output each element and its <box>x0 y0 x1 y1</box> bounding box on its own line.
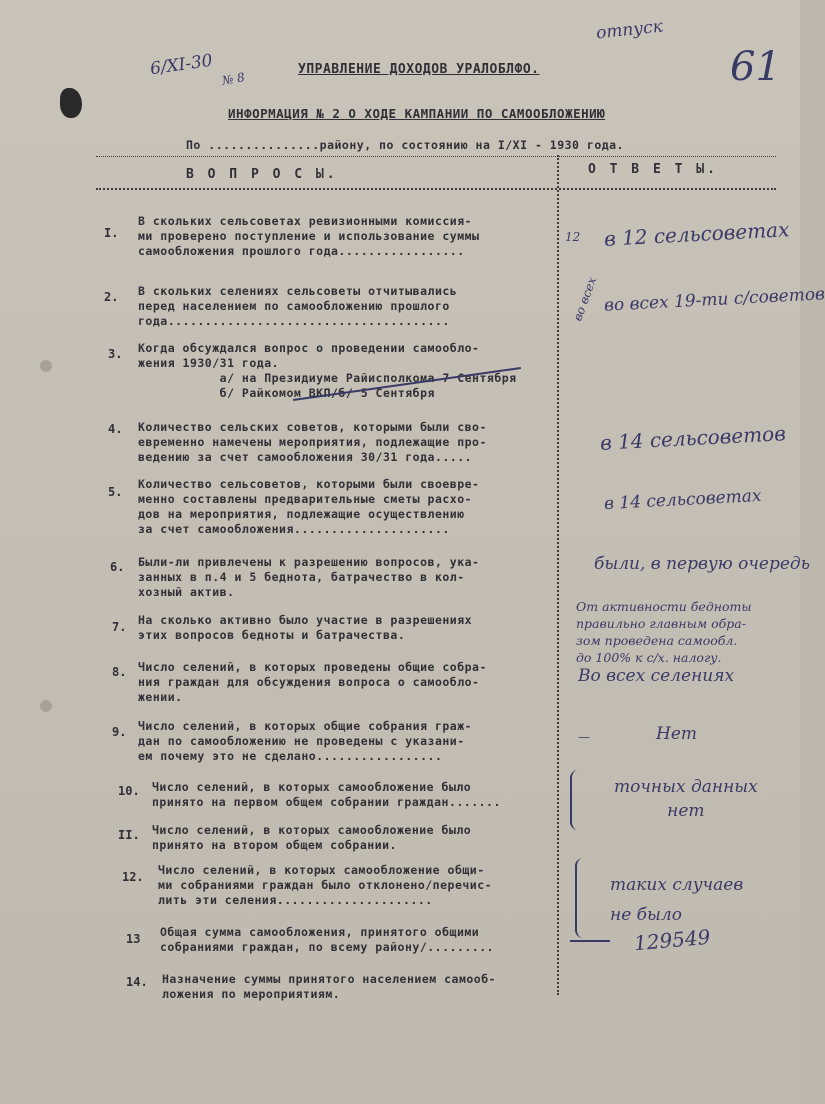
answer-8: Во всех селениях <box>578 666 735 686</box>
answer-2: во всех 19-ти с/советов <box>603 284 825 316</box>
punch-hole <box>40 700 52 712</box>
answer-4: в 14 сельсоветов <box>599 421 787 455</box>
document-title: ИНФОРМАЦИЯ № 2 О ХОДЕ КАМПАНИИ ПО САМООБЛОЖЕНИЮ <box>228 106 606 121</box>
column-divider <box>557 155 559 995</box>
header-rule-top <box>96 156 776 157</box>
question-text-14: Назначение суммы принятого населением самооб- ложения по мероприятиям. <box>162 972 497 1001</box>
question-number-2: 2. <box>104 290 119 304</box>
question-number-5: 5. <box>108 485 123 499</box>
punch-hole <box>40 360 52 372</box>
page-number: 61 <box>730 44 781 90</box>
question-number-1: I. <box>104 226 119 240</box>
answer-brace <box>575 858 585 938</box>
question-text-7: На сколько активно было участие в разрешениях этих вопросов бедноты и батрачества. <box>138 613 473 642</box>
header-rule-bottom <box>96 188 776 190</box>
question-text-3: Когда обсуждался вопрос о проведении самообло- жения 1930/31 года. а/ на Президиуме Райисполкома 7 Сентября б/ Райкомом ВКП/б/ 5 Сентября <box>138 341 517 400</box>
question-number-8: 8. <box>112 665 127 679</box>
question-number-13: 13 <box>126 932 141 946</box>
question-text-12: Число селений, в которых самообложение общи- ми собраниями граждан было отклонено/перечис- лить эти селения..................... <box>158 863 493 907</box>
margin-note-q1: 12 <box>565 230 581 244</box>
question-number-10: 10. <box>118 784 140 798</box>
column-header-questions: В О П Р О С Ы. <box>186 167 338 182</box>
ink-blot <box>60 88 82 118</box>
answer-1: в 12 сельсоветах <box>603 217 790 251</box>
question-text-13: Общая сумма самообложения, принятого общими собраниями граждан, по всему району/......... <box>160 925 495 954</box>
question-number-3: 3. <box>108 347 123 361</box>
question-number-11: II. <box>118 828 140 842</box>
answer-7: От активности бедноты правильно главным обра- зом проведена самообл. до 100% к с/х. налогу. <box>576 599 752 665</box>
subtitle-prefix: По <box>186 138 201 152</box>
question-number-7: 7. <box>112 620 127 634</box>
answer-12: таких случаев не было <box>610 875 744 925</box>
question-text-4: Количество сельских советов, которыми были сво- евременно намечены мероприятия, подлежащие про- ведению за счет самообложения 30/31 года..... <box>138 420 487 464</box>
answer-13: 129549 <box>633 924 712 956</box>
question-text-1: В скольких сельсоветах ревизионными комиссия- ми проверено поступление и использование суммы самообложения прошлого года................. <box>138 214 480 258</box>
question-number-9: 9. <box>112 725 127 739</box>
subtitle-rest: району, по состоянию на I/XI - 1930 года. <box>319 138 625 152</box>
answer-brace <box>570 770 580 830</box>
question-text-10: Число селений, в которых самообложение было принято на первом общем собрании граждан....... <box>152 780 501 809</box>
question-text-11: Число селений, в которых самообложение было принято на втором общем собрании. <box>152 823 472 852</box>
subtitle <box>186 138 624 153</box>
margin-note-q9: — <box>578 730 590 744</box>
question-number-12: 12. <box>122 870 144 884</box>
handwritten-dash <box>570 940 610 942</box>
margin-note-q2: во всех <box>570 275 600 323</box>
answer-9: Нет <box>656 724 698 744</box>
answer-5: в 14 сельсоветах <box>603 485 762 515</box>
column-header-answers: О Т В Е Т Ы. <box>588 162 718 177</box>
question-text-8: Число селений, в которых проведены общие собра- ния граждан для обсуждения вопроса о самообло- жении. <box>138 660 487 704</box>
question-number-6: 6. <box>110 560 125 574</box>
question-text-5: Количество сельсоветов, которыми были своевре- менно составлены предварительные сметы расхо- дов на мероприятия, подлежащие осуществлению за счет самообложения..................... <box>138 477 480 536</box>
answer-6: были, в первую очередь <box>594 554 810 574</box>
subtitle-dots: ............... <box>208 138 320 152</box>
question-number-4: 4. <box>108 422 123 436</box>
stamp-note-number: № 8 <box>220 70 246 88</box>
answer-10: точных данных нет <box>614 777 758 821</box>
organization-name: УПРАВЛЕНИЕ ДОХОДОВ УРАЛОБЛФО. <box>298 62 540 77</box>
question-text-2: В скольких селениях сельсоветы отчитывались перед населением по самообложению прошлого года...................................... <box>138 284 458 328</box>
question-text-9: Число селений, в которых общие собрания граж- дан по самообложению не проведены с указани- ем почему это не сделано................. <box>138 719 473 763</box>
question-text-6: Были-ли привлечены к разрешению вопросов, ука- занных в п.4 и 5 беднота, батрачество в кол- хозный актив. <box>138 555 480 599</box>
margin-note-top-right: отпуск <box>595 16 664 44</box>
question-number-14: 14. <box>126 975 148 989</box>
stamp-note-date: 6/XI-30 <box>148 50 214 80</box>
